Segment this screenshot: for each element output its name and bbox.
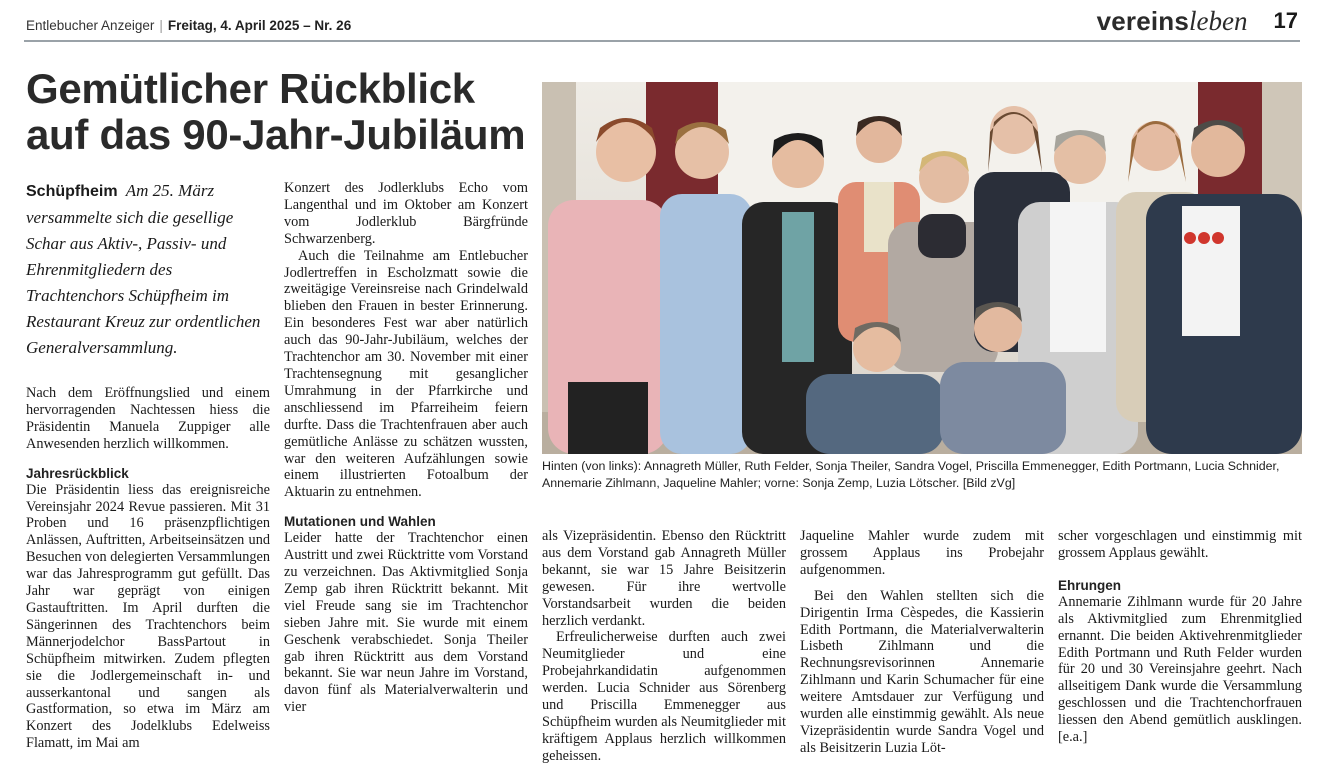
- paragraph: Nach dem Eröffnungslied und einem hervorragenden Nachtessen hiess die Präsidentin Manuela Zuppiger alle Anwesenden herzlich willkommen.: [26, 385, 270, 452]
- section-name-italic: leben: [1189, 6, 1248, 36]
- masthead: [24, 6, 1300, 42]
- paragraph: Konzert des Jodlerklubs Echo vom Langenthal und im Oktober am Konzert vom Jodlerklub Bärgfründe Schwarzenberg.: [284, 180, 528, 247]
- group-photo-image: [542, 82, 1302, 454]
- article-lead: [26, 178, 270, 361]
- issue-date: Freitag, 4. April 2025 – Nr. 26: [167, 18, 352, 33]
- paragraph: Bei den Wahlen stellten sich die Dirigentin Irma Cèspedes, die Kassierin Edith Portmann, die Materialverwalterin Lisbeth Zihlmann und die Rechnungsrevisorinnen Annemarie Zihlmann und Karin Schumacher für eine weitere Amtsdauer zur Verfügung und wurden alle einstimmig gewählt. Als neue Vizepräsidentin wurde Sandra Vogel und als Beisitzerin Luzia Löt-: [800, 587, 1044, 756]
- group-photo: [542, 82, 1302, 454]
- lead-text: Am 25. März versammelte sich die gesellige Schar aus Aktiv-, Passiv- und Ehrenmitgliedern des Trachtenchors Schüpfheim im Restaurant Kreuz zur ordentlichen Generalversammlung.: [26, 181, 261, 357]
- column-1: [26, 178, 270, 752]
- paragraph: Annemarie Zihlmann wurde für 20 Jahre als Aktivmitglied zum Ehrenmitglied ernannt. Die beiden Aktivehrenmitglieder Edith Portmann und Ruth Felder wurden für 20 und 30 Vereinsjahre geehrt. Nach allseitigem Dank wurde die Versammlung geschlossen und die Trachtenchorfrauen liessen den Abend gemütlich ausklingen. [e.a.]: [1058, 593, 1302, 746]
- paragraph: Leider hatte der Trachtenchor einen Austritt und zwei Rücktritte vom Vorstand zu verzeichnen. Das Aktivmitglied Sonja Zemp gab ihren Rücktritt bekannt. Mit viel Freude sang sie im Trachtenchor sieben Jahre mit. Sie wurde mit einem Geschenk verabschiedet. Sonja Theiler gab ihren Rücktritt aus dem Vorstand bekannt. Sie war neun Jahre im Vorstand, davon fünf als Materialverwalterin und vier: [284, 530, 528, 716]
- dateline-place: Schüpfheim: [26, 183, 118, 200]
- page-number: 17: [1273, 8, 1298, 33]
- paragraph: scher vorgeschlagen und einstimmig mit grossem Applaus gewählt.: [1058, 528, 1302, 561]
- subheading-jahresrueckblick: Jahresrückblick: [26, 465, 129, 481]
- article-headline: Gemütlicher Rückblick auf das 90-Jahr-Jubiläum: [26, 65, 526, 158]
- column-2: [284, 180, 528, 716]
- subheading-ehrungen: Ehrungen: [1058, 577, 1121, 593]
- masthead-right: [1097, 6, 1298, 37]
- paragraph: Die Präsidentin liess das ereignisreiche Vereinsjahr 2024 Revue passieren. Mit 31 Proben und 16 präsenzpflichtigen Anlässen, Auftritten, Arbeitseinsätzen und Besuchen von delegierten Versammlungen war das Jahresprogramm gut gefüllt. Das Jahr war geprägt von einigen Gastauftritten. Im April durften die Sängerinnen des Trachtenchors beim Männerjodelchor BassPartout in Schüpfheim mitwirken. Zudem pflegten sie die Jodlergemeinschaft in- und ausserkantonal und sangen als Gastformation, so etwa im März am Konzert des Jodelklubs Edelweiss Flamatt, im Mai am: [26, 481, 270, 752]
- photo-caption: Hinten (von links): Annagreth Müller, Ruth Felder, Sonja Theiler, Sandra Vogel, Priscilla Emmenegger, Edith Portmann, Lucia Schnider, Annemarie Zihlmann, Jaqueline Mahler; vorne: Sonja Zemp, Luzia Lötscher. [Bild zVg]: [542, 459, 1280, 490]
- masthead-left: [26, 18, 351, 33]
- paragraph: Erfreulicherweise durften auch zwei Neumitglieder und eine Probejahrkandidatin aufgenommen werden. Lucia Schnider aus Sörenberg und Priscilla Emmenegger aus Schüpfheim wurden als Neumitglieder mit kräftigem Applaus herzlich willkommen geheissen.: [542, 629, 786, 764]
- column-3: [542, 528, 786, 765]
- column-4: [800, 528, 1044, 757]
- subheading-mutationen: Mutationen und Wahlen: [284, 514, 436, 530]
- paragraph: Auch die Teilnahme am Entlebucher Jodlertreffen in Escholzmatt sowie die zweitägige Vereinsreise nach Grindelwald blieben den Frauen in bester Erinnerung. Ein besonderes Fest war aber natürlich auch das 90-Jahr-Jubiläum, welches der Trachtenchor am 30. November mit einer Trachtensegnung mit gesanglicher Umrahmung in der Pfarrkirche und anschliessend im Pfarreiheim feiern durfte. Dass die Trachtenfrauen aber auch gemütliche Anlässe zu schätzen wussten, war den weiteren Aufzählungen sowie einem illustrierten Fotoalbum der Aktuarin zu entnehmen.: [284, 247, 528, 501]
- separator: |: [159, 18, 163, 33]
- newspaper-name: Entlebucher Anzeiger: [26, 18, 155, 33]
- paragraph: Jaqueline Mahler wurde zudem mit grossem Applaus ins Probejahr aufgenommen.: [800, 528, 1044, 578]
- section-name: vereins: [1096, 6, 1190, 36]
- column-5: [1058, 528, 1302, 746]
- paragraph: als Vizepräsidentin. Ebenso den Rücktritt aus dem Vorstand gab Annagreth Müller bekannt, sie war 15 Jahre Beisitzerin gewesen. Für ihre wertvolle Vorstandsarbeit wurden die beiden herzlich verdankt.: [542, 528, 786, 629]
